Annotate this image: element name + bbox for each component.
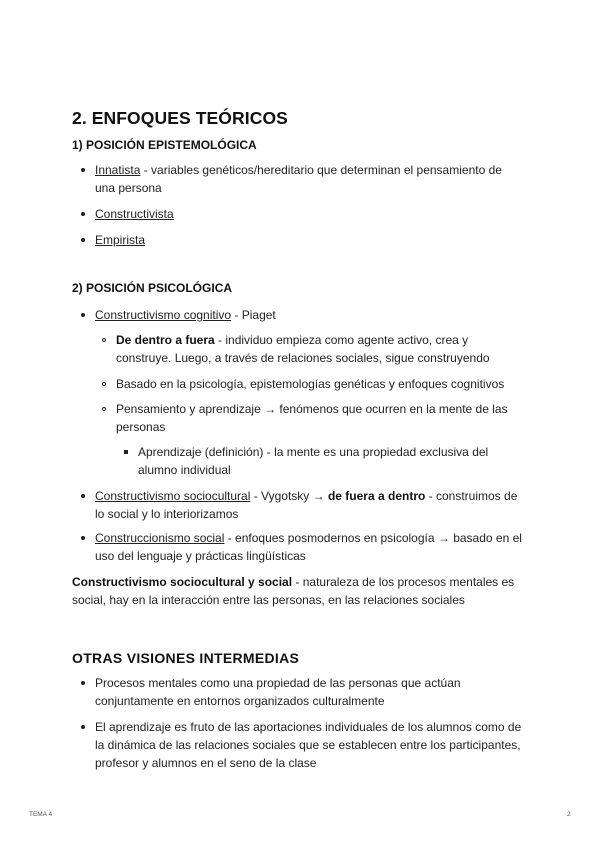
bullet-icon bbox=[81, 168, 85, 172]
bullet-icon bbox=[81, 313, 85, 317]
bullet-icon bbox=[81, 725, 85, 729]
section-2-title: 2) POSICIÓN PSICOLÓGICA bbox=[72, 281, 233, 295]
bullet-circle-icon bbox=[102, 407, 106, 411]
list-item bbox=[95, 161, 502, 179]
bullet-icon bbox=[81, 536, 85, 540]
list-item-continuation: uso del lenguaje y prácticas lingüísticas bbox=[95, 549, 306, 563]
term-empirista: Empirista bbox=[95, 233, 146, 247]
sub-sub-item-continuation: alumno individual bbox=[138, 463, 231, 477]
bold-phrase: Constructivismo sociocultural y social bbox=[72, 575, 293, 589]
item-text: - individuo empieza como agente activo, crea y bbox=[214, 333, 469, 347]
bold-phrase: De dentro a fuera bbox=[116, 333, 215, 347]
list-item-continuation: conjuntamente en entornos organizados culturalmente bbox=[95, 694, 385, 708]
bullet-circle-icon bbox=[102, 338, 106, 342]
list-item bbox=[95, 306, 276, 324]
sub-item: Basado en la psicología, epistemologías genéticas y enfoques cognitivos bbox=[116, 377, 505, 391]
item-text: - enfoques posmodernos en psicología → basado en el bbox=[224, 531, 522, 545]
list-item-continuation: profesor y alumnos en el seno de la clase bbox=[95, 756, 317, 770]
list-item-continuation: la dinámica de las relaciones sociales que se establecen entre los participantes, bbox=[95, 738, 521, 752]
bold-phrase: de fuera a dentro bbox=[327, 489, 426, 503]
term-constructivista: Constructivista bbox=[95, 207, 174, 221]
paragraph-text: - naturaleza de los procesos mentales es bbox=[292, 575, 515, 589]
sub-item bbox=[116, 331, 468, 349]
list-item-continuation: una persona bbox=[95, 181, 162, 195]
summary-paragraph bbox=[72, 573, 514, 591]
term-sociocultural: Constructivismo sociocultural bbox=[95, 489, 251, 503]
bullet-icon bbox=[81, 238, 85, 242]
summary-paragraph-continuation: social, hay en la interacción entre las personas, en las relaciones sociales bbox=[72, 593, 465, 607]
term-cognitivo: Constructivismo cognitivo bbox=[95, 308, 232, 322]
page-title: 2. ENFOQUES TEÓRICOS bbox=[72, 108, 288, 128]
sub-item-continuation: construye. Luego, a través de relaciones sociales, sigue construyendo bbox=[116, 351, 490, 365]
list-item bbox=[95, 487, 517, 505]
term-construccionismo: Construccionismo social bbox=[95, 531, 225, 545]
bullet-square-icon bbox=[124, 450, 128, 454]
bullet-circle-icon bbox=[102, 382, 106, 386]
page-number: 2 bbox=[567, 811, 571, 818]
list-item: Procesos mentales como una propiedad de las personas que actúan bbox=[95, 676, 461, 690]
term-innatista: Innatista bbox=[95, 163, 141, 177]
bullet-icon bbox=[81, 494, 85, 498]
item-text: - construimos de bbox=[425, 489, 518, 503]
item-text: - Piaget bbox=[231, 308, 276, 322]
list-item bbox=[95, 529, 522, 547]
list-item-continuation: lo social y lo interiorizamos bbox=[95, 507, 239, 521]
section-1-title: 1) POSICIÓN EPISTEMOLÓGICA bbox=[72, 138, 257, 152]
bullet-icon bbox=[81, 681, 85, 685]
list-item: El aprendizaje es fruto de las aportaciones individuales de los alumnos como de bbox=[95, 720, 522, 734]
sub-sub-item: Aprendizaje (definición) - la mente es una propiedad exclusiva del bbox=[138, 445, 489, 459]
section-3-title: OTRAS VISIONES INTERMEDIAS bbox=[72, 650, 300, 666]
sub-item: Pensamiento y aprendizaje → fenómenos que ocurren en la mente de las bbox=[116, 402, 508, 416]
item-text: - Vygotsky → bbox=[250, 489, 328, 503]
bullet-icon bbox=[81, 212, 85, 216]
sub-item-continuation: personas bbox=[116, 420, 166, 434]
item-text: - variables genéticos/hereditario que determinan el pensamiento de bbox=[140, 163, 502, 177]
footer-label: TEMA 4 bbox=[29, 811, 53, 818]
